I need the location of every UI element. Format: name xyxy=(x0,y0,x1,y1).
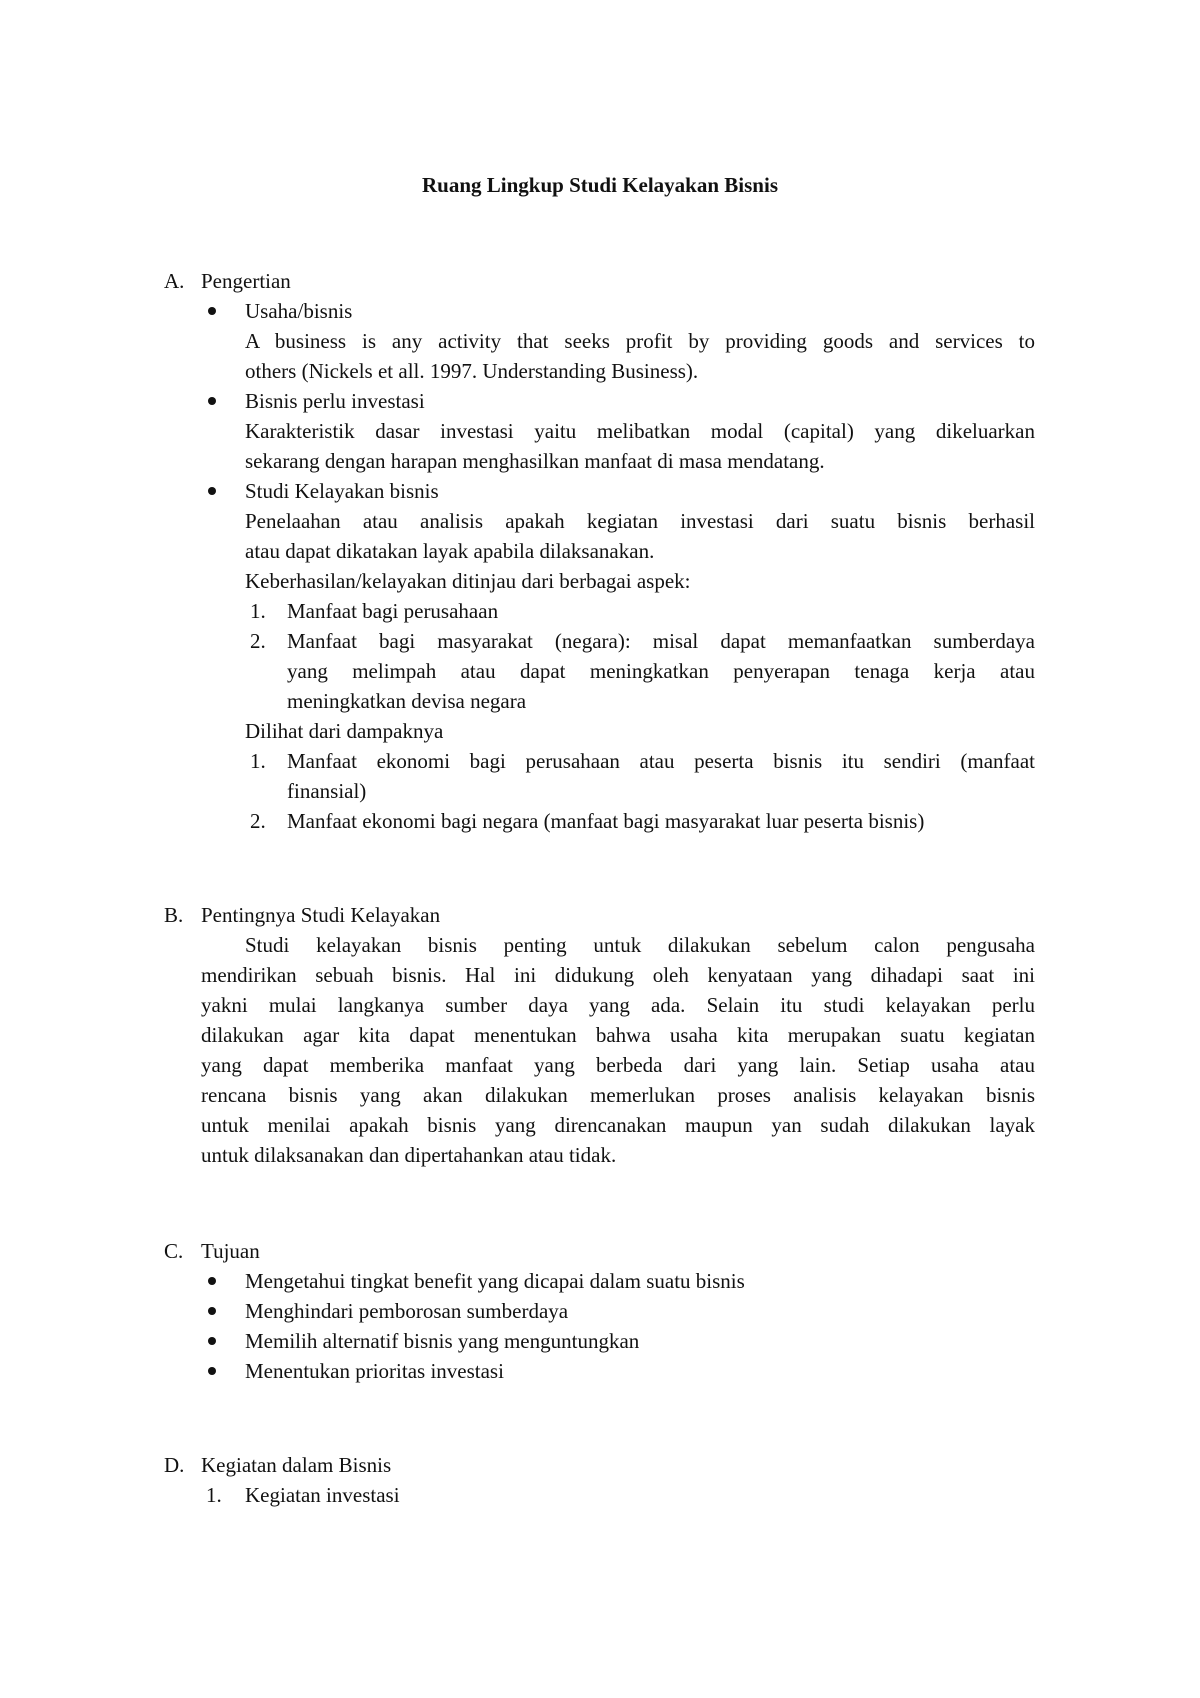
list-item: Menentukan prioritas investasi xyxy=(245,1359,504,1383)
dampak-intro: Dilihat dari dampaknya xyxy=(245,719,444,743)
text-line: others (Nickels et all. 1997. Understanding Business). xyxy=(245,359,699,383)
text-line: yang melimpah atau dapat meningkatkan penyerapan tenaga kerja atau xyxy=(287,659,1035,683)
item-investasi-label: Bisnis perlu investasi xyxy=(245,389,425,413)
list-number: 2. xyxy=(250,629,266,653)
text-line: yakni mulai langkanya sumber daya yang ada. Selain itu studi kelayakan perlu xyxy=(201,993,1035,1017)
list-number: 1. xyxy=(206,1483,222,1507)
section-b-heading: Pentingnya Studi Kelayakan xyxy=(201,903,441,927)
bullet-icon xyxy=(208,1277,216,1285)
text-line: sekarang dengan harapan menghasilkan manfaat di masa mendatang. xyxy=(245,449,825,473)
text-line: yang dapat memberika manfaat yang berbeda dari yang lain. Setiap usaha atau xyxy=(201,1053,1035,1077)
page-title: Ruang Lingkup Studi Kelayakan Bisnis xyxy=(422,173,778,197)
list-item: Menghindari pemborosan sumberdaya xyxy=(245,1299,569,1323)
list-item: Manfaat ekonomi bagi negara (manfaat bagi masyarakat luar peserta bisnis) xyxy=(287,809,925,833)
text-line: A business is any activity that seeks profit by providing goods and services to xyxy=(245,329,1035,353)
aspek-intro: Keberhasilan/kelayakan ditinjau dari berbagai aspek: xyxy=(245,569,691,593)
section-d-marker: D. xyxy=(164,1453,185,1477)
list-number: 2. xyxy=(250,809,266,833)
list-item: Manfaat bagi perusahaan xyxy=(287,599,499,623)
bullet-icon xyxy=(208,1337,216,1345)
text-line: Manfaat ekonomi bagi perusahaan atau peserta bisnis itu sendiri (manfaat xyxy=(287,749,1035,773)
section-c-marker: C. xyxy=(164,1239,184,1263)
bullet-icon xyxy=(208,307,216,315)
text-line: rencana bisnis yang akan dilakukan memerlukan proses analisis kelayakan bisnis xyxy=(201,1083,1035,1107)
text-line: untuk menilai apakah bisnis yang direncanakan maupun yan sudah dilakukan layak xyxy=(201,1113,1035,1137)
list-item xyxy=(287,626,1035,716)
bullet-icon xyxy=(208,1367,216,1375)
bullet-icon xyxy=(208,487,216,495)
section-b-marker: B. xyxy=(164,903,184,927)
list-number: 1. xyxy=(250,749,266,773)
bullet-icon xyxy=(208,1307,216,1315)
section-d-heading: Kegiatan dalam Bisnis xyxy=(201,1453,392,1477)
section-a-marker: A. xyxy=(164,269,185,293)
list-item: Mengetahui tingkat benefit yang dicapai dalam suatu bisnis xyxy=(245,1269,745,1293)
text-line: Studi kelayakan bisnis penting untuk dilakukan sebelum calon pengusaha xyxy=(245,933,1035,957)
item-usaha-label: Usaha/bisnis xyxy=(245,299,353,323)
text-line: mendirikan sebuah bisnis. Hal ini didukung oleh kenyataan yang dihadapi saat ini xyxy=(201,963,1035,987)
text-line: dilakukan agar kita dapat menentukan bahwa usaha kita merupakan suatu kegiatan xyxy=(201,1023,1035,1047)
text-line: finansial) xyxy=(287,779,367,803)
item-investasi-text xyxy=(245,416,1035,476)
text-line: Penelaahan atau analisis apakah kegiatan investasi dari suatu bisnis berhasil xyxy=(245,509,1035,533)
text-line: Manfaat bagi masyarakat (negara): misal dapat memanfaatkan sumberdaya xyxy=(287,629,1035,653)
bullet-icon xyxy=(208,397,216,405)
text-line: atau dapat dikatakan layak apabila dilaksanakan. xyxy=(245,539,655,563)
list-item xyxy=(287,746,1035,806)
item-studi-text xyxy=(245,506,1035,566)
text-line: meningkatkan devisa negara xyxy=(287,689,527,713)
list-item: Kegiatan investasi xyxy=(245,1483,400,1507)
section-b-paragraph xyxy=(201,930,1035,1170)
item-usaha-text xyxy=(245,326,1035,386)
item-studi-label: Studi Kelayakan bisnis xyxy=(245,479,439,503)
text-line: untuk dilaksanakan dan dipertahankan atau tidak. xyxy=(201,1143,617,1167)
list-item: Memilih alternatif bisnis yang menguntungkan xyxy=(245,1329,640,1353)
list-number: 1. xyxy=(250,599,266,623)
text-line: Karakteristik dasar investasi yaitu melibatkan modal (capital) yang dikeluarkan xyxy=(245,419,1035,443)
section-a-heading: Pengertian xyxy=(201,269,291,293)
section-c-heading: Tujuan xyxy=(201,1239,260,1263)
